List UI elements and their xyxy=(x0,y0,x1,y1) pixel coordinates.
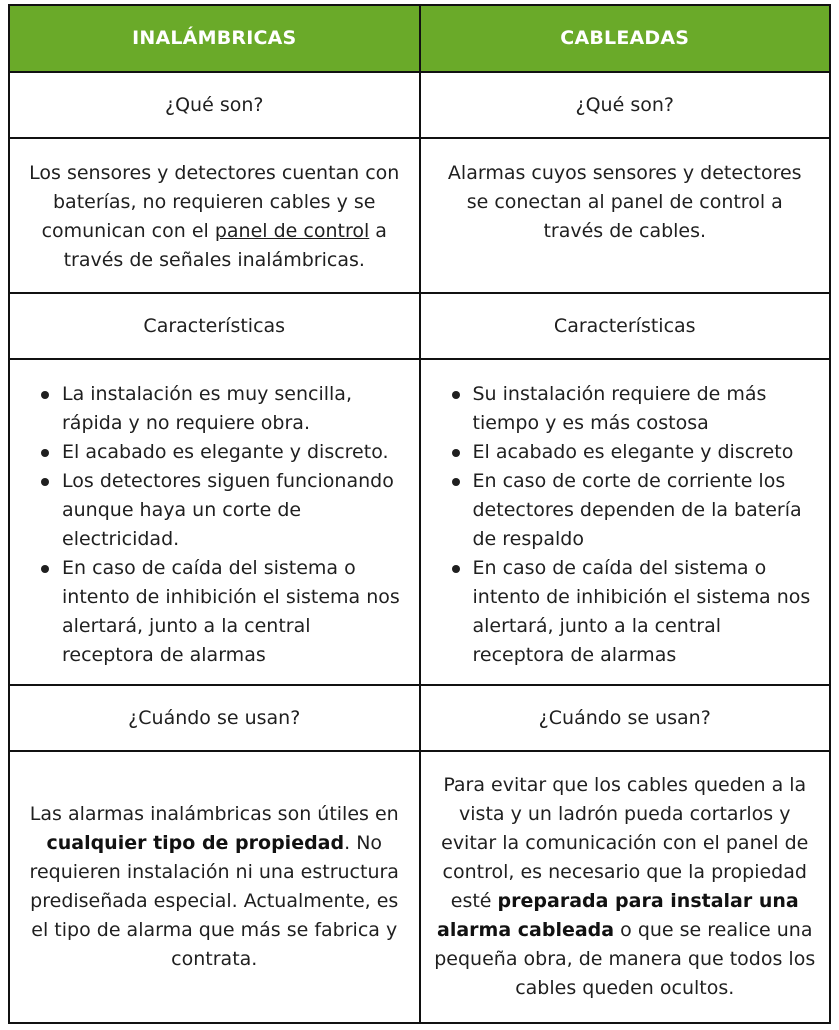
list-item: El acabado es elegante y discreto xyxy=(473,438,816,467)
header-wireless: INALÁMBRICAS xyxy=(132,27,297,49)
header-row xyxy=(10,6,829,73)
wired-when-after: o que se realice una pequeña obra, de manera que todos los cables queden ocultos. xyxy=(434,919,816,999)
wireless-features-cell xyxy=(10,360,419,684)
wired-what-label: ¿Qué son? xyxy=(419,73,830,137)
wireless-what-text-before: Los sensores y detectores cuentan con baterías, no requieren cables y se comunican con el xyxy=(29,162,400,242)
wireless-when-before: Las alarmas inalámbricas son útiles en xyxy=(29,803,399,825)
wired-when-label: ¿Cuándo se usan? xyxy=(419,686,830,750)
what-description-row xyxy=(10,139,829,294)
panel-de-control-link[interactable]: panel de control xyxy=(214,220,370,242)
wireless-features-label: Características xyxy=(143,314,286,337)
header-wired: CABLEADAS xyxy=(419,6,830,71)
wireless-when-bold: cualquier tipo de propiedad xyxy=(46,832,345,854)
wireless-when-label: ¿Cuándo se usan? xyxy=(128,706,301,729)
wired-when-description xyxy=(419,752,830,1022)
list-item: Los detectores siguen funcionando aunque haya un corte de electricidad. xyxy=(62,467,405,554)
features-row xyxy=(10,360,829,686)
comparison-table xyxy=(8,4,831,1024)
wired-features-list xyxy=(447,380,816,670)
wireless-features-list xyxy=(36,380,405,670)
wireless-when-description xyxy=(10,752,419,1022)
what-label-row xyxy=(10,73,829,139)
wireless-when-after: . No requieren instalación ni una estructura prediseñada especial. Actualmente, es el tipo de alarma que más se fabrica y contrata. xyxy=(29,832,399,970)
when-label-row xyxy=(10,686,829,752)
list-item: En caso de caída del sistema o intento de inhibición el sistema nos alertará, junto a la central receptora de alarmas xyxy=(473,554,816,670)
wired-what-description xyxy=(419,139,830,292)
wired-when-before: Para evitar que los cables queden a la vista y un ladrón pueda cortarlos y evitar la comunicación con el panel de control, es necesario que la propiedad esté xyxy=(441,774,809,912)
list-item: En caso de corte de corriente los detectores dependen de la batería de respaldo xyxy=(473,467,816,554)
features-label-row xyxy=(10,294,829,360)
wireless-what-text-after: a través de señales inalámbricas. xyxy=(63,220,387,271)
list-item: Su instalación requiere de más tiempo y es más costosa xyxy=(473,380,816,438)
wireless-what-label: ¿Qué son? xyxy=(165,93,264,116)
list-item: El acabado es elegante y discreto. xyxy=(62,438,405,467)
wired-features-cell xyxy=(419,360,830,684)
wired-when-bold: preparada para instalar una alarma cableada xyxy=(437,890,799,941)
list-item: En caso de caída del sistema o intento de inhibición el sistema nos alertará, junto a la central receptora de alarmas xyxy=(62,554,405,670)
wired-features-label: Características xyxy=(419,294,830,358)
when-description-row xyxy=(10,752,829,1022)
list-item: La instalación es muy sencilla, rápida y no requiere obra. xyxy=(62,380,405,438)
wireless-what-description xyxy=(10,139,419,292)
wired-what-text: Alarmas cuyos sensores y detectores se conectan al panel de control a través de cables. xyxy=(447,162,802,242)
